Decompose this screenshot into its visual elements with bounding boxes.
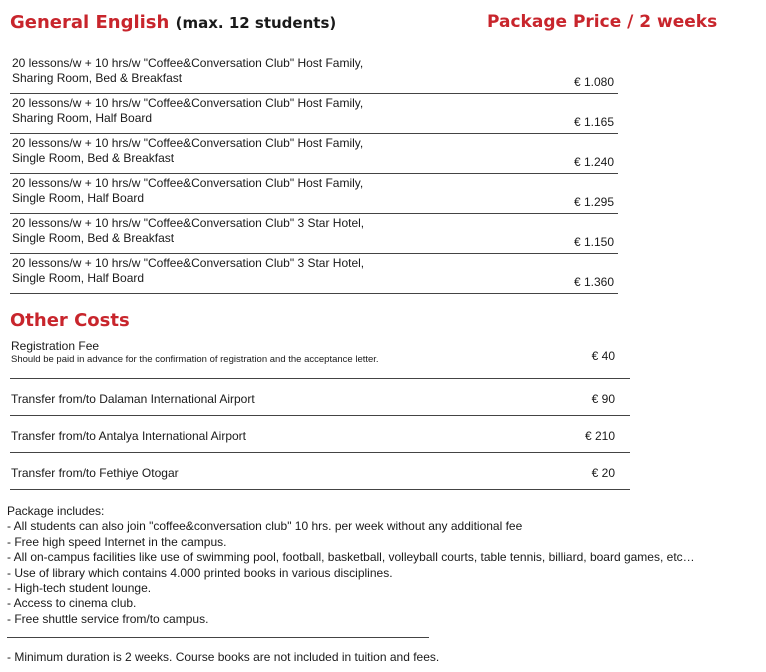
package-description	[12, 176, 492, 206]
package-price: € 1.080	[573, 75, 614, 89]
includes-item: - High-tech student lounge.	[7, 581, 152, 596]
package-description	[12, 56, 492, 86]
footer-note: - Minimum duration is 2 weeks. Course books are not included in tuition and fees.	[7, 650, 440, 664]
package-price: € 1.150	[573, 235, 614, 249]
package-line-2: Single Room, Half Board	[12, 191, 145, 205]
package-price: € 1.165	[573, 115, 614, 129]
package-row	[10, 55, 618, 94]
other-costs-title: Other Costs	[10, 310, 130, 331]
includes-item: - Access to cinema club.	[7, 596, 137, 611]
cost-row-fethiye	[10, 453, 630, 490]
package-description	[12, 256, 492, 286]
package-row	[10, 135, 618, 174]
course-title: General English	[10, 12, 170, 33]
package-line-1: 20 lessons/w + 10 hrs/w "Coffee&Conversation Club" 3 Star Hotel,	[12, 216, 365, 230]
package-line-2: Sharing Room, Half Board	[12, 111, 153, 125]
package-row	[10, 215, 618, 254]
page-title	[10, 12, 336, 33]
package-row	[10, 95, 618, 134]
cost-price: € 90	[591, 392, 615, 406]
package-line-2: Single Room, Half Board	[12, 271, 145, 285]
cost-note: Should be paid in advance for the confirmation of registration and the acceptance letter.	[11, 354, 379, 365]
cost-label: Transfer from/to Fethiye Otogar	[11, 466, 179, 480]
package-line-1: 20 lessons/w + 10 hrs/w "Coffee&Conversation Club" Host Family,	[12, 176, 364, 190]
price-heading: Package Price / 2 weeks	[487, 12, 718, 32]
package-line-2: Single Room, Bed & Breakfast	[12, 151, 175, 165]
package-row	[10, 255, 618, 294]
includes-item: - Free high speed Internet in the campus.	[7, 534, 227, 549]
includes-item: - All students can also join "coffee&conversation club" 10 hrs. per week without any additional fee	[7, 519, 523, 534]
includes-heading: Package includes:	[7, 504, 105, 518]
package-line-2: Sharing Room, Bed & Breakfast	[12, 71, 183, 85]
cost-label: Transfer from/to Dalaman International Airport	[11, 392, 255, 406]
cost-row-registration	[10, 339, 630, 379]
package-description	[12, 136, 492, 166]
package-price: € 1.360	[573, 275, 614, 289]
package-line-1: 20 lessons/w + 10 hrs/w "Coffee&Conversation Club" Host Family,	[12, 56, 364, 70]
cost-price: € 210	[584, 429, 615, 443]
other-costs-list	[10, 339, 630, 490]
course-subtitle: (max. 12 students)	[175, 14, 337, 32]
cost-row-antalya	[10, 416, 630, 453]
package-line-1: 20 lessons/w + 10 hrs/w "Coffee&Conversation Club" Host Family,	[12, 96, 364, 110]
package-price: € 1.240	[573, 155, 614, 169]
includes-item: - All on-campus facilities like use of swimming pool, football, basketball, volleyball courts, table tennis, billiard, board games, etc…	[7, 550, 695, 565]
footer-divider	[7, 637, 429, 638]
package-includes	[7, 504, 695, 627]
package-price: € 1.295	[573, 195, 614, 209]
package-description	[12, 216, 492, 246]
package-line-1: 20 lessons/w + 10 hrs/w "Coffee&Conversation Club" 3 Star Hotel,	[12, 256, 365, 270]
package-list	[10, 55, 618, 295]
cost-row-dalaman	[10, 379, 630, 416]
includes-item: - Use of library which contains 4.000 printed books in various disciplines.	[7, 565, 393, 580]
cost-label: Registration Fee	[11, 339, 100, 353]
package-line-1: 20 lessons/w + 10 hrs/w "Coffee&Conversation Club" Host Family,	[12, 136, 364, 150]
includes-item: - Free shuttle service from/to campus.	[7, 611, 209, 626]
cost-label: Transfer from/to Antalya International Airport	[11, 429, 247, 443]
package-description	[12, 96, 492, 126]
cost-price: € 20	[591, 466, 615, 480]
package-row	[10, 175, 618, 214]
cost-price: € 40	[591, 349, 615, 363]
package-line-2: Single Room, Bed & Breakfast	[12, 231, 175, 245]
